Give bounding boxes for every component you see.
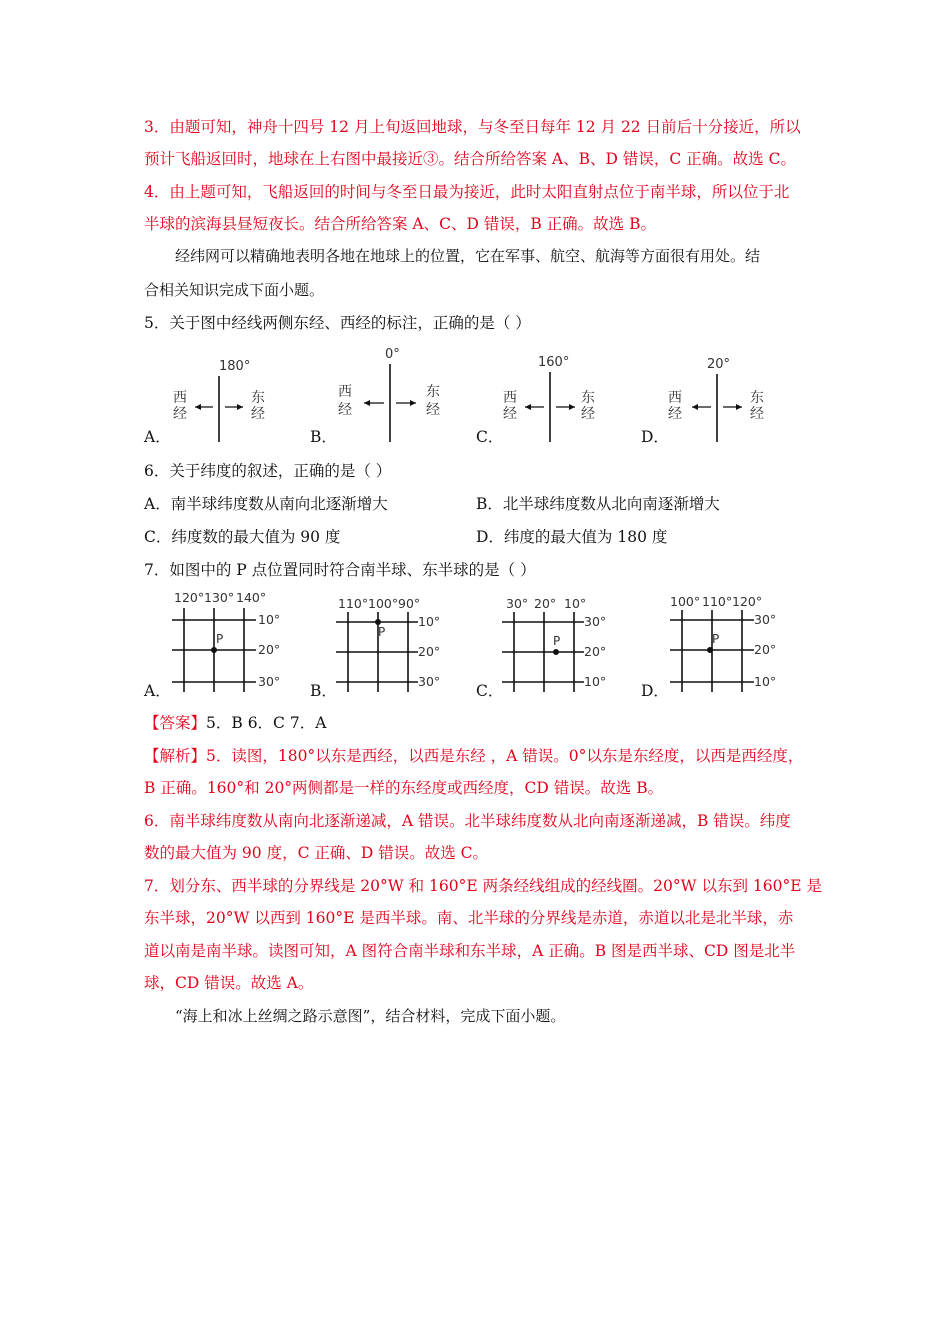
side-label: 30°: [754, 612, 777, 627]
q6-option-a: A．南半球纬度数从南向北逐渐增大: [144, 495, 388, 513]
latlong-grid: [334, 594, 464, 698]
east-char-1: 东: [426, 384, 440, 400]
option-letter: B．: [310, 428, 337, 446]
question-6: 6．关于纬度的叙述，正确的是（ ）: [144, 462, 392, 480]
intro-line-2: 合相关知识完成下面小题。: [144, 281, 325, 299]
q6-option-b: B．北半球纬度数从北向南逐渐增大: [476, 495, 720, 513]
answer-text: 5．B 6．C 7．A: [206, 714, 327, 732]
q6-option-d: D．纬度的最大值为 180 度: [476, 528, 668, 546]
west-char-1: 西: [173, 390, 187, 406]
meridian-degree: 0°: [385, 347, 400, 362]
side-label: 10°: [258, 612, 281, 627]
option-letter: D．: [641, 428, 669, 446]
meridian-figure: [660, 350, 780, 445]
analysis-5-text: 5．读图，180°以东是西经，以西是东经 ，A 错误。0°以东是东经度，以西是西经度，: [206, 747, 804, 765]
east-char-1: 东: [581, 390, 595, 406]
analysis-7-line-3: 道以南是南半球。读图可知，A 图符合南半球和东半球，A 正确。B 图是西半球、CD 图是北半: [144, 942, 796, 960]
west-char-1: 西: [668, 390, 682, 406]
top-label: 120°: [732, 594, 763, 609]
answer-tag: 【答案】: [144, 714, 207, 732]
latlong-grid: [500, 594, 630, 698]
east-char-2: 经: [750, 406, 764, 422]
side-label: 30°: [418, 674, 441, 689]
meridian-degree: 20°: [707, 357, 731, 372]
analysis-7-line-1: 7．划分东、西半球的分界线是 20°W 和 160°E 两条经线组成的经线圈。20°W 以东到 160°E 是: [144, 877, 822, 895]
east-char-2: 经: [426, 402, 440, 418]
analysis-6-line-1: 6．南半球纬度数从南向北逐渐递减，A 错误。北半球纬度数从北向南逐渐递减，B 错误。纬度: [144, 812, 791, 830]
top-label: 90°: [398, 596, 421, 611]
analysis-7-line-4: 球，CD 错误。故选 A。: [144, 974, 314, 992]
west-char-2: 经: [338, 402, 352, 418]
top-label: 110°: [338, 596, 369, 611]
point-p-label: P: [553, 634, 561, 648]
point-p-marker: [707, 647, 713, 653]
meridian-degree: 180°: [219, 359, 251, 374]
top-label: 100°: [368, 596, 399, 611]
side-label: 20°: [584, 644, 607, 659]
side-label: 10°: [418, 614, 441, 629]
side-label: 10°: [754, 674, 777, 689]
top-label: 110°: [702, 594, 733, 609]
point-p-label: P: [378, 625, 386, 639]
side-label: 30°: [258, 674, 281, 689]
latlong-grid: [168, 588, 298, 698]
option-letter: A．: [144, 682, 171, 700]
option-letter: B．: [310, 682, 337, 700]
analysis-6-line-2: 数的最大值为 90 度，C 正确、D 错误。故选 C。: [144, 844, 489, 862]
west-char-2: 经: [668, 406, 682, 422]
west-char-2: 经: [173, 406, 187, 422]
option-letter: A．: [144, 428, 171, 446]
analysis-5-line-1: [144, 746, 803, 766]
option-letter: C．: [476, 428, 504, 446]
analysis-tag: 【解析】: [144, 747, 207, 765]
top-label: 120°: [174, 590, 205, 605]
side-label: 20°: [258, 642, 281, 657]
point-p-label: P: [216, 632, 224, 646]
east-char-2: 经: [581, 406, 595, 422]
next-section-intro: “海上和冰上丝绸之路示意图”，结合材料，完成下面小题。: [175, 1007, 566, 1025]
top-label: 100°: [670, 594, 701, 609]
answer-line: [144, 713, 326, 733]
point-p-label: P: [712, 632, 720, 646]
question-7: 7．如图中的 P 点位置同时符合南半球、东半球的是（ ）: [144, 561, 536, 579]
side-label: 20°: [754, 642, 777, 657]
east-char-1: 东: [750, 390, 764, 406]
answer-4-line-2: 半球的滨海县昼短夜长。结合所给答案 A、C、D 错误，B 正确。故选 B。: [144, 215, 656, 233]
point-p-marker: [211, 647, 217, 653]
answer-4-line-1: 4．由上题可知，飞船返回的时间与冬至日最为接近，此时太阳直射点位于南半球，所以位于北: [144, 183, 790, 201]
top-label: 20°: [534, 596, 557, 611]
meridian-figure: [330, 340, 460, 445]
top-label: 10°: [564, 596, 587, 611]
option-letter: C．: [476, 682, 504, 700]
analysis-7-line-2: 东半球，20°W 以西到 160°E 是西半球。南、北半球的分界线是赤道，赤道以北是北半球，赤: [144, 909, 794, 927]
top-label: 30°: [506, 596, 529, 611]
top-label: 140°: [236, 590, 267, 605]
side-label: 20°: [418, 644, 441, 659]
east-char-2: 经: [251, 406, 265, 422]
west-char-1: 西: [503, 390, 517, 406]
question-5: 5．关于图中经线两侧东经、西经的标注，正确的是（ ）: [144, 314, 531, 332]
answer-3-line-2: 预计飞船返回时，地球在上右图中最接近③。结合所给答案 A、B、D 错误，C 正确。故选 C。: [144, 150, 796, 168]
intro-line-1: 经纬网可以精确地表明各地在地球上的位置，它在军事、航空、航海等方面很有用处。结: [175, 247, 761, 265]
side-label: 10°: [584, 674, 607, 689]
analysis-5-line-2: B 正确。160°和 20°两侧都是一样的东经度或西经度，CD 错误。故选 B。: [144, 779, 664, 797]
meridian-figure: [165, 350, 285, 445]
point-p-marker: [553, 649, 559, 655]
west-char-2: 经: [503, 406, 517, 422]
west-char-1: 西: [338, 384, 352, 400]
meridian-figure: [495, 348, 615, 445]
option-letter: D．: [641, 682, 669, 700]
top-label: 130°: [204, 590, 235, 605]
side-label: 30°: [584, 614, 607, 629]
east-char-1: 东: [251, 390, 265, 406]
meridian-degree: 160°: [538, 355, 570, 370]
answer-3-line-1: 3．由题可知，神舟十四号 12 月上旬返回地球，与冬至日每年 12 月 22 日前后十分接近，所以: [144, 118, 801, 136]
q6-option-c: C．纬度数的最大值为 90 度: [144, 528, 341, 546]
latlong-grid: [668, 592, 798, 698]
